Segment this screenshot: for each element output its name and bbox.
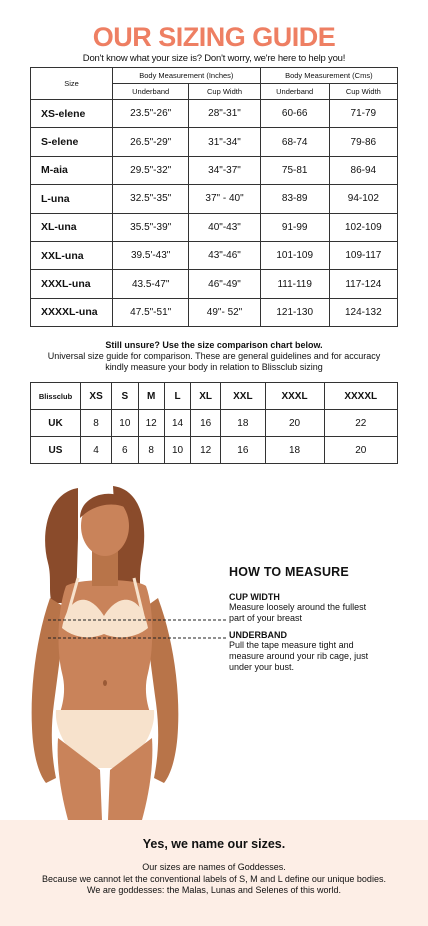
size-name: XXXXL-una: [31, 298, 113, 326]
inches-underband-value: 26.5"-29": [113, 128, 189, 156]
uk-value: 10: [112, 410, 138, 437]
cms-cup-value: 102-109: [329, 213, 397, 241]
uk-value: 16: [191, 410, 221, 437]
inches-cup-value: 34"-37": [189, 156, 260, 184]
cup-width-text: [229, 602, 419, 624]
inches-cup-value: 40"-43": [189, 213, 260, 241]
inches-underband-value: 32.5"-35": [113, 185, 189, 213]
size-name: XL-una: [31, 213, 113, 241]
table-row: [31, 383, 398, 410]
comparison-text-line-2: kindly measure your body in relation to Blissclub sizing: [105, 362, 323, 372]
size-comparison-table: [30, 382, 398, 464]
inches-cup-value: 43"-46": [189, 241, 260, 269]
inches-cup-value: 46"-49": [189, 270, 260, 298]
underband-title: UNDERBAND: [229, 630, 287, 640]
us-value: 16: [221, 437, 265, 464]
how-to-measure-title: HOW TO MEASURE: [229, 565, 349, 579]
inches-underband-value: 43.5-47": [113, 270, 189, 298]
brand-header: Blissclub: [31, 383, 81, 410]
us-value: 8: [138, 437, 164, 464]
table-row: [31, 213, 398, 241]
size-header: XXXXL: [324, 383, 398, 410]
cms-underband-value: 91-99: [260, 213, 329, 241]
uk-value: 12: [138, 410, 164, 437]
table-row: [31, 185, 398, 213]
us-value: 4: [81, 437, 112, 464]
underband-line-3: under your bust.: [229, 662, 295, 672]
model-illustration: [18, 478, 228, 820]
table-row: [31, 241, 398, 269]
size-header: XL: [191, 383, 221, 410]
uk-value: 18: [221, 410, 265, 437]
inches-underband-value: 23.5"-26": [113, 100, 189, 128]
us-value: 20: [324, 437, 398, 464]
inches-underband-value: 35.5"-39": [113, 213, 189, 241]
inches-underband-value: 29.5"-32": [113, 156, 189, 184]
size-name: XXL-una: [31, 241, 113, 269]
cms-cup-value: 86-94: [329, 156, 397, 184]
uk-value: 22: [324, 410, 398, 437]
inches-underband-value: 39.5'-43": [113, 241, 189, 269]
how-to-measure-panel: [229, 565, 419, 679]
page-subtitle: Don't know what your size is? Don't worry, we're here to help you!: [82, 53, 346, 64]
cms-cup-value: 117-124: [329, 270, 397, 298]
size-header: XXXL: [265, 383, 324, 410]
cms-underband-value: 75-81: [260, 156, 329, 184]
comparison-heading: Still unsure? Use the size comparison chart below.: [105, 340, 323, 350]
cms-underband-header: Underband: [260, 84, 329, 100]
cms-underband-value: 111-119: [260, 270, 329, 298]
footer: [0, 820, 428, 926]
cms-cup-value: 71-79: [329, 100, 397, 128]
inches-cup-value: 28"-31": [189, 100, 260, 128]
footer-text: [0, 862, 428, 897]
us-value: 12: [191, 437, 221, 464]
inches-underband-value: 47.5"-51": [113, 298, 189, 326]
us-value: 18: [265, 437, 324, 464]
table-row: [31, 156, 398, 184]
size-header: XS: [81, 383, 112, 410]
table-row: [31, 410, 398, 437]
size-name: L-una: [31, 185, 113, 213]
cms-cup-value: 94-102: [329, 185, 397, 213]
uk-label: UK: [31, 410, 81, 437]
cms-underband-value: 101-109: [260, 241, 329, 269]
table-row: [31, 100, 398, 128]
footer-heading: Yes, we name our sizes.: [142, 837, 286, 851]
underband-line-2: measure around your rib cage, just: [229, 651, 369, 661]
uk-value: 8: [81, 410, 112, 437]
size-header: L: [164, 383, 190, 410]
comparison-text-line-1: Universal size guide for comparison. These are general guidelines and for accuracy: [47, 351, 381, 361]
inches-cup-value: 37" - 40": [189, 185, 260, 213]
table-row: [31, 270, 398, 298]
inches-cup-value: 49"- 52": [189, 298, 260, 326]
cms-underband-value: 121-130: [260, 298, 329, 326]
size-name: XS-elene: [31, 100, 113, 128]
size-header: XXL: [221, 383, 265, 410]
comparison-intro: [0, 340, 428, 373]
footer-line-3: We are goddesses: the Malas, Lunas and Selenes of this world.: [87, 885, 341, 895]
underband-line-1: Pull the tape measure tight and: [229, 640, 354, 650]
cms-cup-value: 109-117: [329, 241, 397, 269]
cms-underband-value: 60-66: [260, 100, 329, 128]
uk-value: 20: [265, 410, 324, 437]
size-name: M-aia: [31, 156, 113, 184]
cms-underband-value: 68-74: [260, 128, 329, 156]
us-value: 6: [112, 437, 138, 464]
size-header: M: [138, 383, 164, 410]
inches-underband-header: Underband: [113, 84, 189, 100]
size-name: XXXL-una: [31, 270, 113, 298]
page-title: OUR SIZING GUIDE: [92, 22, 336, 52]
cup-width-line-2: part of your breast: [229, 613, 303, 623]
footer-line-1: Our sizes are names of Goddesses.: [142, 862, 286, 872]
inches-cup-header: Cup Width: [189, 84, 260, 100]
cup-width-title: CUP WIDTH: [229, 592, 280, 602]
table-row: [31, 128, 398, 156]
inches-cup-value: 31"-34": [189, 128, 260, 156]
us-label: US: [31, 437, 81, 464]
underband-text: [229, 640, 419, 673]
size-name: S-elene: [31, 128, 113, 156]
table-row: [31, 437, 398, 464]
size-header: S: [112, 383, 138, 410]
cup-width-line-1: Measure loosely around the fullest: [229, 602, 367, 612]
cms-group-header: Body Measurement (Cms): [260, 68, 397, 84]
uk-value: 14: [164, 410, 190, 437]
cms-underband-value: 83-89: [260, 185, 329, 213]
cms-cup-value: 79-86: [329, 128, 397, 156]
footer-line-2: Because we cannot let the conventional labels of S, M and L define our unique bodies.: [42, 873, 386, 884]
inches-group-header: Body Measurement (Inches): [113, 68, 261, 84]
cms-cup-header: Cup Width: [329, 84, 397, 100]
size-column-header: Size: [31, 68, 113, 100]
us-value: 10: [164, 437, 190, 464]
cms-cup-value: 124-132: [329, 298, 397, 326]
table-row: [31, 298, 398, 326]
size-table: [30, 67, 398, 327]
